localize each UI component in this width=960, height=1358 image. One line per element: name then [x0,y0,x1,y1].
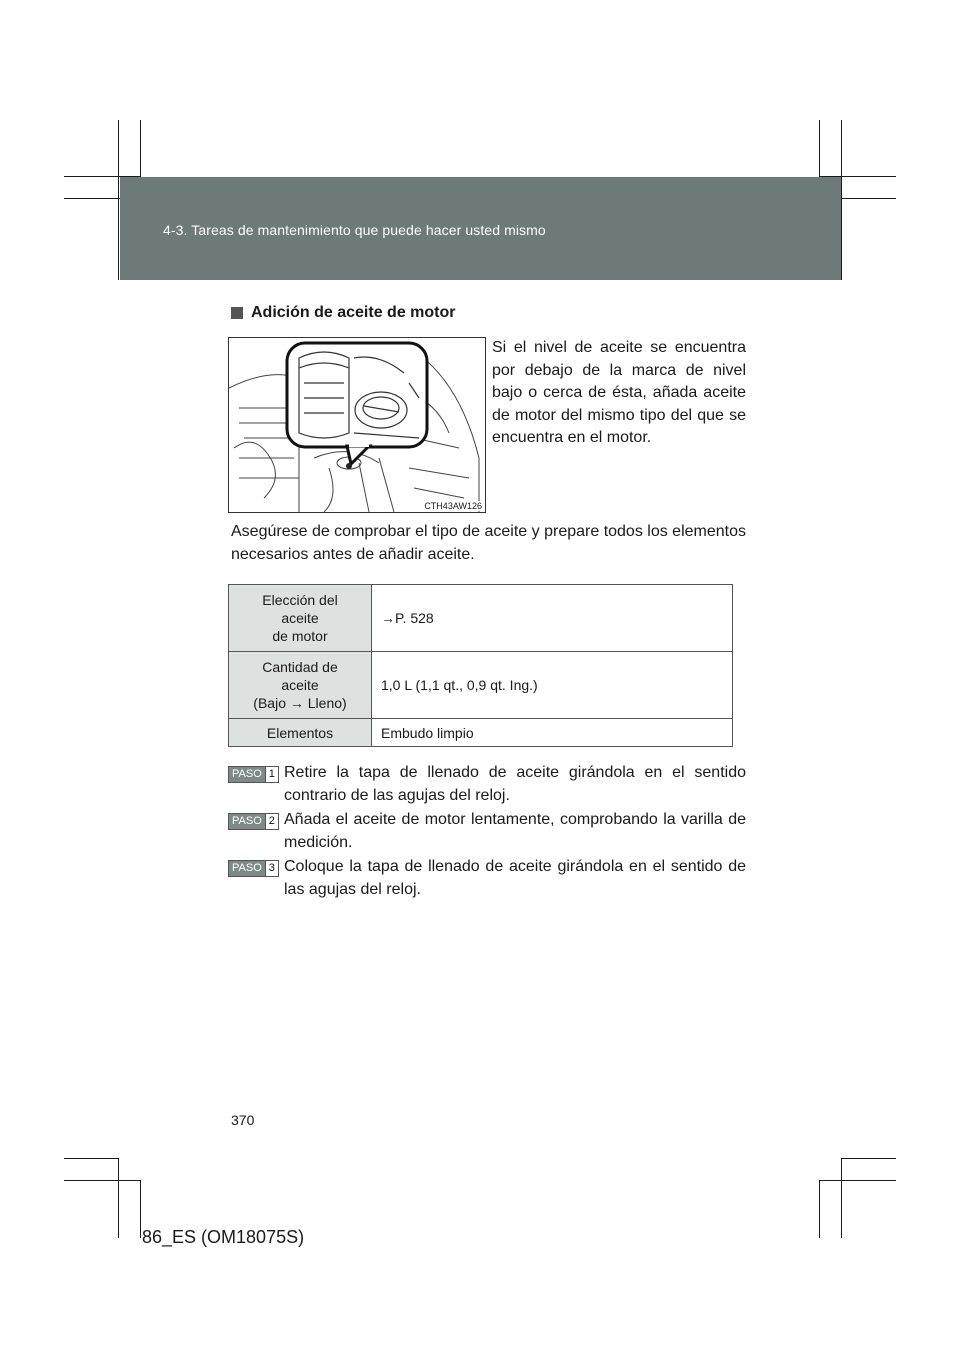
table-label-line: aceite [281,610,319,626]
table-value-cell: 1,0 L (1,1 qt., 0,9 qt. Ing.) [372,652,733,719]
oil-spec-table [228,584,733,747]
table-label-line: aceite [281,677,319,693]
step-text: Retire la tapa de llenado de aceite girándola en el sentido contrario de las agujas del reloj. [284,764,746,804]
step-badge-number: 2 [265,814,278,829]
step-badge-number: 3 [265,861,278,876]
step-badge-number: 1 [265,767,278,782]
square-bullet-icon [231,307,243,319]
section-heading-title: Adición de aceite de motor [251,304,456,321]
section-header-band [120,177,841,280]
table-label-line: Elección del [262,592,338,608]
table-label-line: Cantidad de [262,659,338,675]
step-badge [228,766,279,783]
step-text: Coloque la tapa de llenado de aceite girándola en el sentido de las agujas del reloj. [284,858,746,898]
page-number: 370 [231,1112,255,1128]
step-badge-label: PASO [229,814,265,829]
table-value-cell: Embudo limpio [372,719,733,747]
engine-oil-cap-illustration-icon [229,338,485,512]
section-heading [231,304,455,322]
table-label-cell [229,652,372,719]
table-label-line: (Bajo → Lleno) [253,695,347,711]
table-row [229,719,733,747]
intro-paragraph: Si el nivel de aceite se encuentra por debajo de la marca de nivel bajo o cerca de ésta, añada aceite de motor del mismo tipo del que se encuentra en el motor. [492,339,746,447]
engine-oil-cap-figure [228,337,486,513]
table-label-line: Elementos [266,724,334,741]
section-header-title: 4-3. Tareas de mantenimiento que puede hacer usted mismo [163,222,546,238]
step-badge-label: PASO [229,767,265,782]
document-code: 86_ES (OM18075S) [142,1227,305,1247]
figure-code: CTH43AW126 [424,501,482,511]
step-text: Añada el aceite de motor lentamente, comprobando la varilla de medición. [284,811,746,851]
step-badge [228,860,279,877]
step-badge-label: PASO [229,861,265,876]
table-label-cell [229,585,372,652]
table-label-line: de motor [272,628,328,644]
table-label-cell [229,719,372,747]
table-row [229,585,733,652]
body-paragraph: Asegúrese de comprobar el tipo de aceite y prepare todos los elementos necesarios antes de añadir aceite. [231,523,746,563]
table-row [229,652,733,719]
step-badge [228,813,279,830]
table-value-cell: →P. 528 [372,585,733,652]
